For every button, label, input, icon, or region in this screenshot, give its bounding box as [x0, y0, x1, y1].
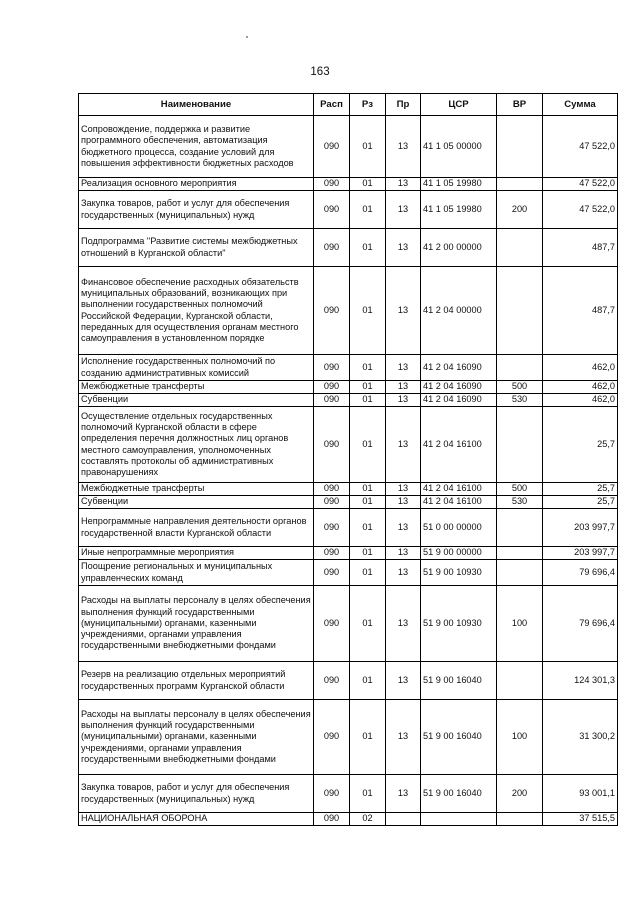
row-csr: 41 1 05 00000 [421, 116, 497, 178]
table-row [79, 394, 618, 407]
row-vr [497, 547, 543, 560]
row-rasp: 090 [314, 178, 350, 191]
table-row [79, 496, 618, 509]
row-vr [497, 407, 543, 483]
row-sum: 25,7 [543, 496, 618, 509]
row-vr: 500 [497, 381, 543, 394]
row-vr: 200 [497, 775, 543, 813]
page-number: 163 [310, 66, 330, 78]
table-row [79, 381, 618, 394]
row-rz: 01 [350, 229, 386, 267]
header-csr: ЦСР [421, 94, 497, 116]
row-vr [497, 229, 543, 267]
row-rz: 01 [350, 394, 386, 407]
row-csr: 41 2 00 00000 [421, 229, 497, 267]
row-rasp: 090 [314, 547, 350, 560]
row-pr: 13 [386, 229, 421, 267]
header-name: Наименование [79, 94, 314, 116]
row-vr [497, 560, 543, 586]
row-rz: 01 [350, 178, 386, 191]
row-name: Сопровождение, поддержка и развитие программного обеспечения, автоматизация бюджетного процесса, создание условий для повышения эффективности бюджетных расходов [79, 116, 314, 178]
row-rz: 01 [350, 509, 386, 547]
row-vr [497, 813, 543, 826]
row-pr: 13 [386, 116, 421, 178]
row-sum: 203 997,7 [543, 509, 618, 547]
row-pr: 13 [386, 560, 421, 586]
row-pr: 13 [386, 267, 421, 355]
row-rz: 01 [350, 355, 386, 381]
row-rz: 01 [350, 267, 386, 355]
row-name: Межбюджетные трансферты [79, 483, 314, 496]
row-sum: 47 522,0 [543, 116, 618, 178]
row-name: Осуществление отдельных государственных полномочий Курганской области в сфере определения перечня должностных лиц органов местного самоуправления, уполномоченных составлять протоколы об административных правонарушениях [79, 407, 314, 483]
table-row [79, 407, 618, 483]
row-pr: 13 [386, 509, 421, 547]
header-pr: Пр [386, 94, 421, 116]
row-sum: 462,0 [543, 355, 618, 381]
row-pr: 13 [386, 586, 421, 662]
row-rasp: 090 [314, 191, 350, 229]
row-name: Финансовое обеспечение расходных обязательств муниципальных образований, возникающих при выполнении государственных полномочий Российской Федерации, Курганской области, переданных для осуществления органам местного самоуправления в установленном порядке [79, 267, 314, 355]
row-vr: 200 [497, 191, 543, 229]
row-name: Подпрограмма "Развитие системы межбюджетных отношений в Курганской области" [79, 229, 314, 267]
row-rz: 01 [350, 560, 386, 586]
row-name: Поощрение региональных и муниципальных управленческих команд [79, 560, 314, 586]
row-rasp: 090 [314, 560, 350, 586]
table-row [79, 547, 618, 560]
row-csr: 41 2 04 16090 [421, 381, 497, 394]
row-csr: 41 1 05 19980 [421, 178, 497, 191]
row-sum: 462,0 [543, 381, 618, 394]
row-pr [386, 813, 421, 826]
row-rz: 01 [350, 662, 386, 700]
row-csr: 51 9 00 10930 [421, 586, 497, 662]
table-row [79, 662, 618, 700]
table-row [79, 267, 618, 355]
row-csr: 41 2 04 00000 [421, 267, 497, 355]
row-sum: 37 515,5 [543, 813, 618, 826]
row-sum: 25,7 [543, 407, 618, 483]
row-pr: 13 [386, 394, 421, 407]
row-name: Субвенции [79, 394, 314, 407]
row-csr: 51 9 00 16040 [421, 662, 497, 700]
row-name: Закупка товаров, работ и услуг для обеспечения государственных (муниципальных) нужд [79, 775, 314, 813]
row-csr: 51 9 00 16040 [421, 700, 497, 775]
row-vr [497, 355, 543, 381]
table-row [79, 229, 618, 267]
row-rz: 01 [350, 483, 386, 496]
row-rasp: 090 [314, 775, 350, 813]
row-csr: 51 0 00 00000 [421, 509, 497, 547]
row-pr: 13 [386, 775, 421, 813]
row-csr: 41 2 04 16100 [421, 496, 497, 509]
row-pr: 13 [386, 547, 421, 560]
row-pr: 13 [386, 355, 421, 381]
row-sum: 25,7 [543, 483, 618, 496]
row-pr: 13 [386, 496, 421, 509]
row-sum: 79 696,4 [543, 586, 618, 662]
row-rz: 01 [350, 586, 386, 662]
row-sum: 487,7 [543, 267, 618, 355]
table-row [79, 178, 618, 191]
row-rz: 01 [350, 116, 386, 178]
row-rz: 01 [350, 407, 386, 483]
row-rz: 01 [350, 547, 386, 560]
row-sum: 124 301,3 [543, 662, 618, 700]
row-rasp: 090 [314, 496, 350, 509]
row-name: Непрограммные направления деятельности органов государственной власти Курганской области [79, 509, 314, 547]
row-csr: 41 2 04 16090 [421, 355, 497, 381]
row-pr: 13 [386, 191, 421, 229]
row-sum: 203 997,7 [543, 547, 618, 560]
row-csr: 41 2 04 16100 [421, 483, 497, 496]
row-pr: 13 [386, 662, 421, 700]
row-rasp: 090 [314, 509, 350, 547]
header-rasp: Расп [314, 94, 350, 116]
table-body [79, 116, 618, 826]
row-sum: 31 300,2 [543, 700, 618, 775]
row-csr [421, 813, 497, 826]
row-rz: 01 [350, 496, 386, 509]
row-name: Субвенции [79, 496, 314, 509]
row-csr: 41 2 04 16100 [421, 407, 497, 483]
row-vr: 500 [497, 483, 543, 496]
row-csr: 51 9 00 16040 [421, 775, 497, 813]
row-pr: 13 [386, 407, 421, 483]
row-vr: 100 [497, 586, 543, 662]
row-name: Резерв на реализацию отдельных мероприятий государственных программ Курганской области [79, 662, 314, 700]
row-vr [497, 662, 543, 700]
table-row [79, 355, 618, 381]
row-vr [497, 116, 543, 178]
row-csr: 41 1 05 19980 [421, 191, 497, 229]
row-name: Закупка товаров, работ и услуг для обеспечения государственных (муниципальных) нужд [79, 191, 314, 229]
row-rasp: 090 [314, 355, 350, 381]
row-rasp: 090 [314, 483, 350, 496]
header-vr: ВР [497, 94, 543, 116]
row-rasp: 090 [314, 700, 350, 775]
row-sum: 462,0 [543, 394, 618, 407]
row-rz: 01 [350, 381, 386, 394]
table-row [79, 191, 618, 229]
row-vr [497, 509, 543, 547]
row-rasp: 090 [314, 662, 350, 700]
row-rasp: 090 [314, 394, 350, 407]
row-rasp: 090 [314, 586, 350, 662]
header-rz: Рз [350, 94, 386, 116]
row-csr: 51 9 00 00000 [421, 547, 497, 560]
row-vr: 530 [497, 394, 543, 407]
budget-table [78, 93, 618, 826]
row-vr: 530 [497, 496, 543, 509]
scan-speck [246, 36, 248, 38]
table-row [79, 813, 618, 826]
row-rasp: 090 [314, 229, 350, 267]
row-name: Исполнение государственных полномочий по созданию административных комиссий [79, 355, 314, 381]
row-vr [497, 178, 543, 191]
table-row [79, 560, 618, 586]
table-row [79, 775, 618, 813]
row-name: НАЦИОНАЛЬНАЯ ОБОРОНА [79, 813, 314, 826]
row-rasp: 090 [314, 267, 350, 355]
row-rz: 01 [350, 191, 386, 229]
row-csr: 41 2 04 16090 [421, 394, 497, 407]
row-rz: 02 [350, 813, 386, 826]
row-rz: 01 [350, 775, 386, 813]
row-rasp: 090 [314, 381, 350, 394]
row-vr: 100 [497, 700, 543, 775]
row-pr: 13 [386, 483, 421, 496]
row-rasp: 090 [314, 407, 350, 483]
row-pr: 13 [386, 700, 421, 775]
table-row [79, 700, 618, 775]
row-rasp: 090 [314, 813, 350, 826]
table-row [79, 509, 618, 547]
table-header-row [79, 94, 618, 116]
table-row [79, 586, 618, 662]
table-row [79, 483, 618, 496]
row-sum: 47 522,0 [543, 191, 618, 229]
row-sum: 93 001,1 [543, 775, 618, 813]
row-pr: 13 [386, 381, 421, 394]
row-csr: 51 9 00 10930 [421, 560, 497, 586]
row-name: Иные непрограммные мероприятия [79, 547, 314, 560]
row-name: Межбюджетные трансферты [79, 381, 314, 394]
row-sum: 47 522,0 [543, 178, 618, 191]
row-sum: 79 696,4 [543, 560, 618, 586]
row-name: Расходы на выплаты персоналу в целях обеспечения выполнения функций государственными (муниципальными) органами, казенными учреждениями, органами управления государственными внебюджетными фондами [79, 700, 314, 775]
row-pr: 13 [386, 178, 421, 191]
row-rz: 01 [350, 700, 386, 775]
row-name: Расходы на выплаты персоналу в целях обеспечения выполнения функций государственными (муниципальными) органами, казенными учреждениями, органами управления государственными внебюджетными фондами [79, 586, 314, 662]
row-rasp: 090 [314, 116, 350, 178]
row-sum: 487,7 [543, 229, 618, 267]
row-name: Реализация основного мероприятия [79, 178, 314, 191]
header-sum: Сумма [543, 94, 618, 116]
row-vr [497, 267, 543, 355]
table-row [79, 116, 618, 178]
